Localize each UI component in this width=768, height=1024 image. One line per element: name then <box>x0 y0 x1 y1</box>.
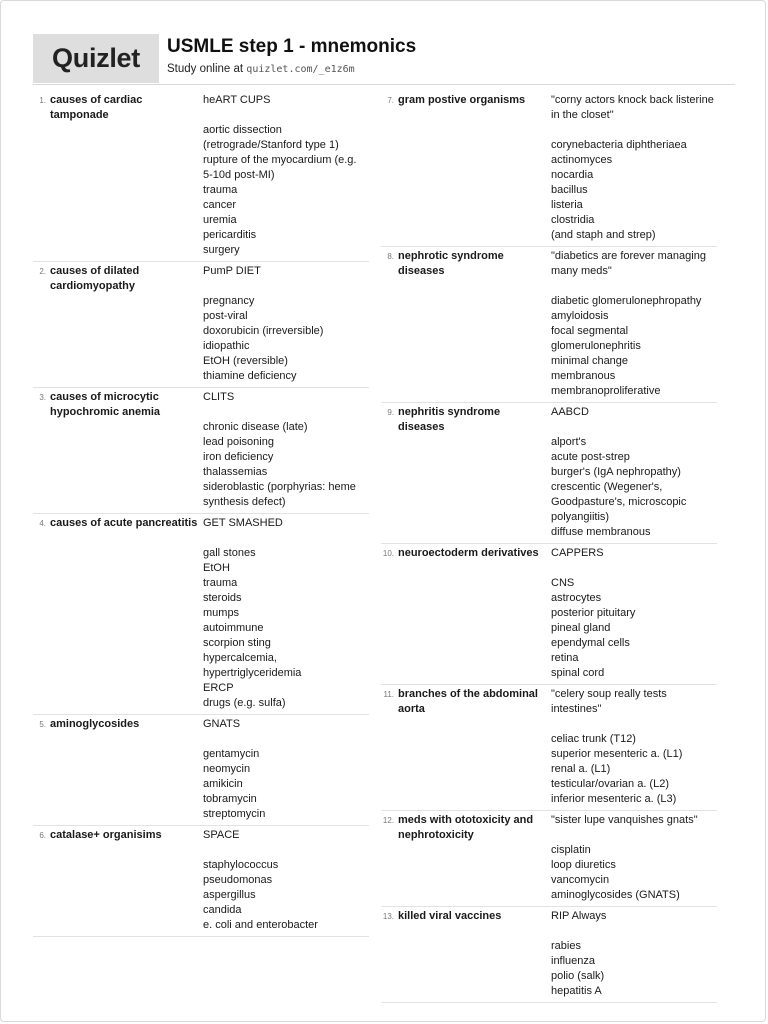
definition-line: staphylococcus <box>203 859 279 871</box>
entry-term-text: nephritis syndrome diseases <box>398 406 501 433</box>
definition-line: scorpion sting <box>203 637 271 649</box>
page-header <box>33 34 735 85</box>
entry-mnemonic: "sister lupe vanquishes gnats" <box>551 814 698 826</box>
definition-line: vancomycin <box>551 874 610 886</box>
definition-line: pseudomonas <box>203 874 273 886</box>
definition-line: tobramycin <box>203 793 257 805</box>
definition-line: aortic dissection (retrograde/Stanford type 1) <box>203 124 339 151</box>
definition-line: CNS <box>551 577 575 589</box>
spacer <box>203 843 369 858</box>
spacer <box>551 717 717 732</box>
definition-line: pineal gland <box>551 622 611 634</box>
entry-definition <box>203 390 369 510</box>
definition-line: loop diuretics <box>551 859 616 871</box>
definition-line: cancer <box>203 199 237 211</box>
definition-line: cisplatin <box>551 844 591 856</box>
definition-line: drugs (e.g. sulfa) <box>203 697 286 709</box>
flashcard-entry <box>33 388 369 514</box>
study-online-label: Study online at <box>167 63 244 75</box>
flashcard-entry <box>381 907 717 1003</box>
definition-line: astrocytes <box>551 592 602 604</box>
entry-number: 8. <box>387 252 394 261</box>
flashcard-entry <box>33 514 369 715</box>
entry-number: 7. <box>387 96 394 105</box>
entry-term <box>33 93 203 258</box>
entry-number: 11. <box>383 690 394 699</box>
entry-number: 13. <box>382 912 394 921</box>
entry-mnemonic: CLITS <box>203 391 235 403</box>
entry-mnemonic: PumP DIET <box>203 265 261 277</box>
entry-number: 2. <box>39 267 46 276</box>
definition-line: post-viral <box>203 310 248 322</box>
definition-line: bacillus <box>551 184 588 196</box>
spacer <box>203 279 369 294</box>
entry-term <box>381 909 551 999</box>
entry-number: 3. <box>39 393 46 402</box>
flashcard-entry <box>33 826 369 937</box>
definition-line: rupture of the myocardium (e.g. 5-10d post-MI) <box>203 154 357 181</box>
definition-line: EtOH (reversible) <box>203 355 288 367</box>
study-online-line <box>167 63 355 75</box>
entry-number: 5. <box>39 720 46 729</box>
definition-line: thiamine deficiency <box>203 370 297 382</box>
definition-line: pericarditis <box>203 229 257 241</box>
definition-line: actinomyces <box>551 154 613 166</box>
entry-term <box>381 813 551 903</box>
entry-term-text: catalase+ organisims <box>50 829 162 841</box>
definition-line: EtOH <box>203 562 230 574</box>
entry-mnemonic: AABCD <box>551 406 589 418</box>
entry-term <box>381 249 551 399</box>
definition-line: hepatitis A <box>551 985 602 997</box>
definition-line: aspergillus <box>203 889 256 901</box>
entry-definition <box>203 264 369 384</box>
page-title: USMLE step 1 - mnemonics <box>167 36 417 57</box>
flashcard-entry <box>381 403 717 544</box>
entry-number: 4. <box>39 519 46 528</box>
entry-definition <box>551 813 717 903</box>
entry-mnemonic: heART CUPS <box>203 94 271 106</box>
flashcard-entry <box>33 262 369 388</box>
spacer <box>551 420 717 435</box>
entry-term-text: causes of dilated cardiomyopathy <box>50 265 140 292</box>
definition-line: uremia <box>203 214 237 226</box>
definition-line: idiopathic <box>203 340 250 352</box>
entry-term-text: killed viral vaccines <box>398 910 502 922</box>
entry-definition <box>203 828 369 933</box>
definition-line: diabetic glomerulonephropathy <box>551 295 702 307</box>
entry-number: 9. <box>387 408 394 417</box>
entry-mnemonic: SPACE <box>203 829 240 841</box>
definition-line: pregnancy <box>203 295 255 307</box>
definition-line: celiac trunk (T12) <box>551 733 636 745</box>
entry-term-text: meds with ototoxicity and nephrotoxicity <box>398 814 534 841</box>
entry-term-text: nephrotic syndrome diseases <box>398 250 504 277</box>
entry-term <box>381 93 551 243</box>
entry-term-text: branches of the abdominal aorta <box>398 688 538 715</box>
definition-line: polio (salk) <box>551 970 605 982</box>
definition-line: candida <box>203 904 242 916</box>
entry-mnemonic: "corny actors knock back listerine in the closet" <box>551 94 714 121</box>
entry-definition <box>203 93 369 258</box>
entry-term <box>381 687 551 807</box>
definition-line: gall stones <box>203 547 256 559</box>
right-column <box>381 91 717 1003</box>
entry-term-text: neuroectoderm derivatives <box>398 547 539 559</box>
flashcard-entry <box>33 715 369 826</box>
definition-line: alport's <box>551 436 587 448</box>
flashcard-entry <box>381 685 717 811</box>
definition-line: aminoglycosides (GNATS) <box>551 889 680 901</box>
spacer <box>551 279 717 294</box>
definition-line: membranous <box>551 370 616 382</box>
entry-term-text: aminoglycosides <box>50 718 140 730</box>
entry-definition <box>551 687 717 807</box>
definition-line: autoimmune <box>203 622 264 634</box>
definition-line: steroids <box>203 592 242 604</box>
definition-line: thalassemias <box>203 466 268 478</box>
definition-line: amyloidosis <box>551 310 609 322</box>
entry-term-text: causes of cardiac tamponade <box>50 94 143 121</box>
definition-line: minimal change <box>551 355 629 367</box>
spacer <box>551 828 717 843</box>
flashcard-entry <box>33 91 369 262</box>
entry-term <box>381 405 551 540</box>
spacer <box>203 108 369 123</box>
entry-definition <box>551 405 717 540</box>
study-url-link[interactable]: quizlet.com/_e1z6m <box>246 64 355 75</box>
definition-line: amikicin <box>203 778 243 790</box>
definition-line: burger's (IgA nephropathy) <box>551 466 681 478</box>
definition-line: influenza <box>551 955 596 967</box>
definition-line: streptomycin <box>203 808 266 820</box>
definition-line: trauma <box>203 577 238 589</box>
definition-line: crescentic (Wegener's, Goodpasture's, microscopic polyangiitis) <box>551 481 687 523</box>
entry-definition <box>551 249 717 399</box>
definition-line: (and staph and strep) <box>551 229 656 241</box>
definition-line: lead poisoning <box>203 436 274 448</box>
entry-term <box>33 390 203 510</box>
definition-line: chronic disease (late) <box>203 421 308 433</box>
definition-line: gentamycin <box>203 748 260 760</box>
definition-line: spinal cord <box>551 667 605 679</box>
definition-line: neomycin <box>203 763 251 775</box>
entry-mnemonic: "celery soup really tests intestines" <box>551 688 667 715</box>
definition-line: inferior mesenteric a. (L3) <box>551 793 677 805</box>
entry-term <box>33 717 203 822</box>
definition-line: focal segmental glomerulonephritis <box>551 325 641 352</box>
entry-mnemonic: "diabetics are forever managing many meds" <box>551 250 706 277</box>
entry-definition <box>203 717 369 822</box>
entry-term-text: causes of microcytic hypochromic anemia <box>50 391 161 418</box>
entry-mnemonic: GET SMASHED <box>203 517 283 529</box>
flashcard-entry <box>381 811 717 907</box>
definition-line: membranoproliferative <box>551 385 661 397</box>
definition-line: acute post-strep <box>551 451 630 463</box>
definition-line: iron deficiency <box>203 451 274 463</box>
definition-line: renal a. (L1) <box>551 763 611 775</box>
quizlet-logo: Quizlet <box>33 34 159 83</box>
entry-number: 6. <box>39 831 46 840</box>
entry-number: 10. <box>382 549 394 558</box>
entry-number: 1. <box>39 96 46 105</box>
spacer <box>203 405 369 420</box>
entry-term-text: gram postive organisms <box>398 94 526 106</box>
entry-definition <box>551 909 717 999</box>
definition-line: diffuse membranous <box>551 526 651 538</box>
definition-line: rabies <box>551 940 581 952</box>
spacer <box>551 123 717 138</box>
definition-line: mumps <box>203 607 240 619</box>
definition-line: doxorubicin (irreversible) <box>203 325 324 337</box>
entry-term <box>33 516 203 711</box>
flashcard-entry <box>381 247 717 403</box>
entry-term <box>381 546 551 681</box>
definition-line: ependymal cells <box>551 637 630 649</box>
left-column <box>33 91 369 937</box>
definition-line: ERCP <box>203 682 234 694</box>
entry-term-text: causes of acute pancreatitis <box>50 517 198 529</box>
definition-line: corynebacteria diphtheriaea <box>551 139 687 151</box>
entry-number: 12. <box>382 816 394 825</box>
definition-line: listeria <box>551 199 583 211</box>
definition-line: superior mesenteric a. (L1) <box>551 748 683 760</box>
definition-line: clostridia <box>551 214 595 226</box>
spacer <box>203 531 369 546</box>
spacer <box>551 561 717 576</box>
entry-mnemonic: CAPPERS <box>551 547 604 559</box>
definition-line: testicular/ovarian a. (L2) <box>551 778 669 790</box>
flashcard-entry <box>381 91 717 247</box>
definition-line: trauma <box>203 184 238 196</box>
flashcard-entry <box>381 544 717 685</box>
definition-line: sideroblastic (porphyrias: heme synthesis defect) <box>203 481 356 508</box>
definition-line: e. coli and enterobacter <box>203 919 318 931</box>
definition-line: posterior pituitary <box>551 607 636 619</box>
entry-mnemonic: GNATS <box>203 718 241 730</box>
definition-line: nocardia <box>551 169 594 181</box>
entry-definition <box>551 546 717 681</box>
spacer <box>551 924 717 939</box>
definition-line: hypercalcemia, hypertriglyceridemia <box>203 652 302 679</box>
spacer <box>203 732 369 747</box>
entry-definition <box>551 93 717 243</box>
definition-line: retina <box>551 652 579 664</box>
entry-term <box>33 264 203 384</box>
entry-mnemonic: RIP Always <box>551 910 607 922</box>
entry-term <box>33 828 203 933</box>
entry-definition <box>203 516 369 711</box>
definition-line: surgery <box>203 244 240 256</box>
